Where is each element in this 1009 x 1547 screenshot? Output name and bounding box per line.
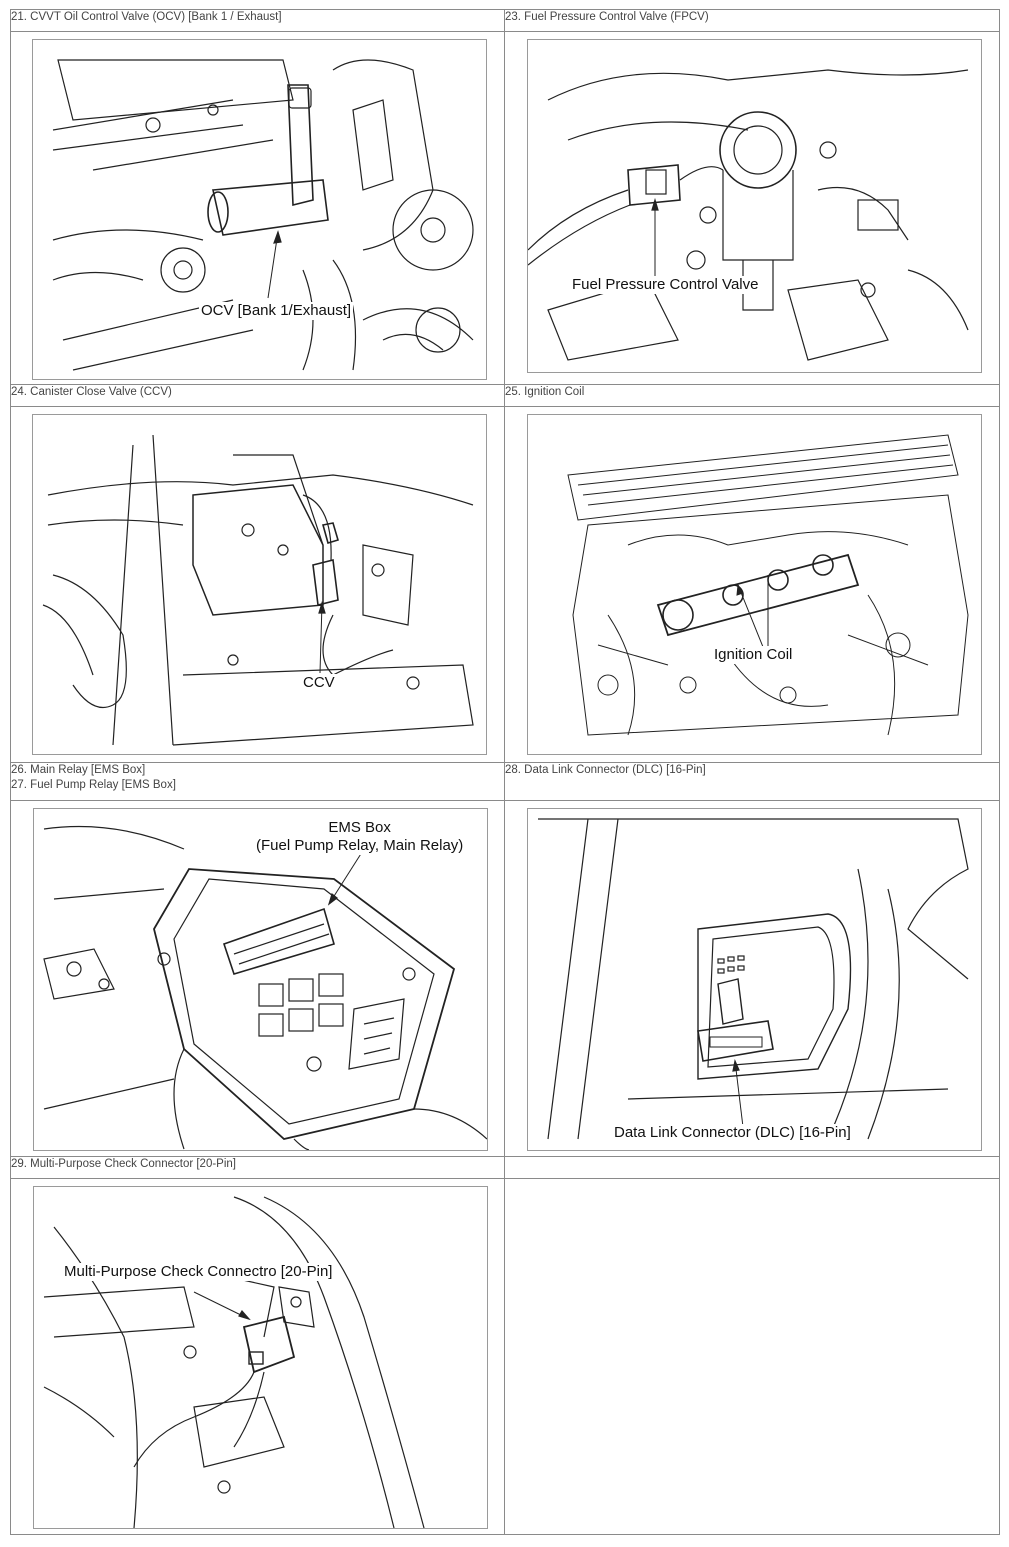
figure-cell-ocv [11,32,505,385]
heading-ocv: 21. CVVT Oil Control Valve (OCV) [Bank 1 / Exhaust] [11,10,505,32]
figure-cell-ignition-coil [505,407,1000,763]
ocv-drawing [33,40,486,379]
heading-fpcv: 23. Fuel Pressure Control Valve (FPCV) [505,10,1000,32]
ignition-coil-callout: Ignition Coil [714,646,793,663]
ems-box-illustration [33,808,488,1151]
ems-box-callout [254,819,465,855]
heading-ems-box [11,763,505,801]
dlc-drawing [528,809,981,1150]
check-connector-illustration [33,1186,488,1529]
heading-ccv: 24. Canister Close Valve (CCV) [11,385,505,407]
dlc-illustration [527,808,982,1151]
ocv-callout: OCV [Bank 1/Exhaust] [201,302,352,319]
ems-box-drawing [34,809,487,1150]
ignition-coil-drawing [528,415,981,754]
figure-cell-ems-box [11,801,505,1157]
heading-main-relay: 26. Main Relay [EMS Box] [11,764,146,776]
ignition-coil-illustration [527,414,982,755]
ems-box-callout-detail: (Fuel Pump Relay, Main Relay) [256,837,464,854]
ccv-illustration [32,414,487,755]
figure-cell-check-connector [11,1179,505,1535]
figure-cell-fpcv [505,32,1000,385]
heading-ignition-coil: 25. Ignition Coil [505,385,1000,407]
empty-header-cell [505,1157,1000,1179]
ems-box-callout-title: EMS Box [328,819,391,836]
check-connector-drawing [34,1187,487,1528]
ccv-drawing [33,415,486,754]
component-location-sheet [10,9,999,1538]
ocv-illustration [32,39,487,380]
fpcv-illustration [527,39,982,373]
dlc-callout: Data Link Connector (DLC) [16-Pin] [614,1124,851,1141]
heading-fuel-pump-relay: 27. Fuel Pump Relay [EMS Box] [11,779,176,791]
figure-cell-dlc [505,801,1000,1157]
heading-dlc: 28. Data Link Connector (DLC) [16-Pin] [505,763,1000,801]
empty-figure-cell [505,1179,1000,1535]
component-table [10,9,1000,1535]
heading-check-connector: 29. Multi-Purpose Check Connector [20-Pin] [11,1157,505,1179]
ccv-callout: CCV [303,674,335,691]
fpcv-callout: Fuel Pressure Control Valve [572,276,759,293]
fpcv-drawing [528,40,981,372]
figure-cell-ccv [11,407,505,763]
check-connector-callout: Multi-Purpose Check Connectro [20-Pin] [64,1263,333,1280]
